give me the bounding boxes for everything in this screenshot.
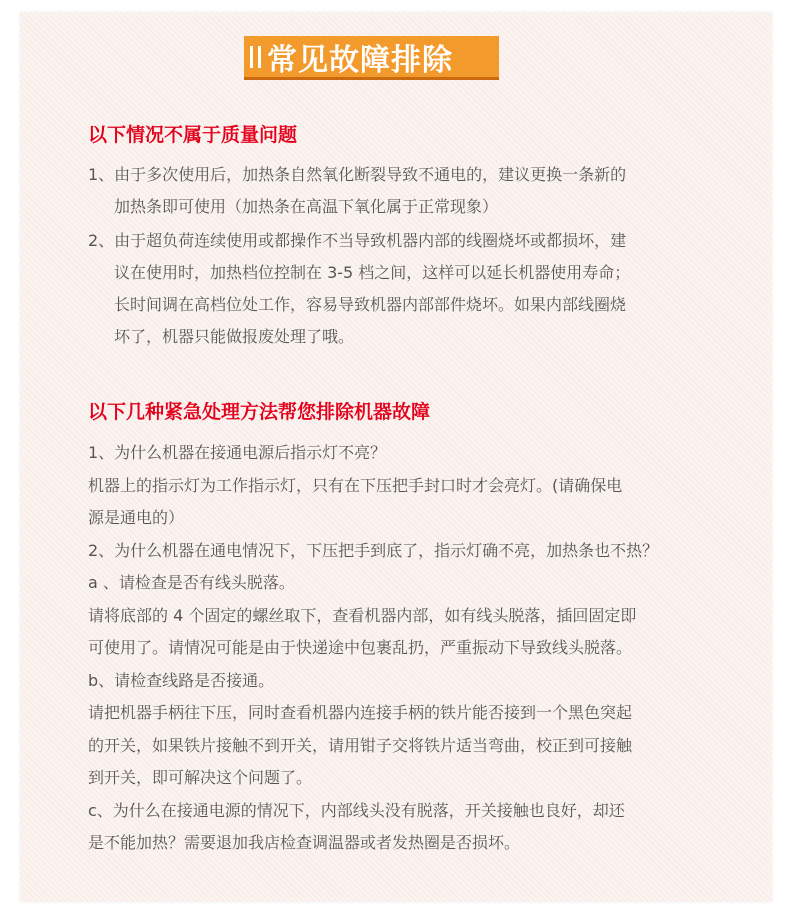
page-title: 常见故障排除	[267, 42, 453, 78]
section2-line: 可使用了。请情况可能是由于快递途中包裹乱扔，严重振动下导致线头脱落。	[88, 638, 633, 657]
banner-bars-icon	[250, 46, 261, 68]
section1-line: 坏了，机器只能做报废处理了哦。	[114, 327, 355, 346]
section2-line: 1、为什么机器在接通电源后指示灯不亮？	[88, 443, 387, 462]
section1-line: 加热条即可使用（加热条在高温下氧化属于正常现象）	[114, 197, 499, 216]
section2-line: a 、请检查是否有线头脱落。	[88, 573, 295, 592]
section2-line: 到开关，即可解决这个问题了。	[88, 768, 313, 787]
section1-line: 2、由于超负荷连续使用或都操作不当导致机器内部的线圈烧坏或都损坏，建	[88, 231, 627, 250]
section2-line: 的开关，如果铁片接触不到开关，请用钳子交将铁片适当弯曲，校正到可接触	[88, 736, 633, 755]
section1-line: 长时间调在高档位处工作，容易导致机器内部部件烧坏。如果内部线圈烧	[114, 295, 627, 314]
section2-line: b、请检查线路是否接通。	[88, 671, 275, 690]
section2-heading: 以下几种紧急处理方法帮您排除机器故障	[88, 401, 431, 423]
section1-line: 1、由于多次使用后，加热条自然氧化断裂导致不通电的，建议更换一条新的	[88, 165, 627, 184]
section2-line: 源是通电的）	[88, 508, 185, 527]
section1-heading: 以下情况不属于质量问题	[88, 124, 298, 146]
section2-line: c、为什么在接通电源的情况下，内部线头没有脱落，开关接触也良好，却还	[88, 801, 625, 820]
section1-line: 议在使用时，加热档位控制在 3-5 档之间，这样可以延长机器使用寿命；	[114, 263, 631, 282]
section2-line: 请把机器手柄往下压，同时查看机器内连接手柄的铁片能否接到一个黑色突起	[88, 703, 633, 722]
section2-line: 请将底部的 4 个固定的螺丝取下，查看机器内部，如有线头脱落，插回固定即	[88, 606, 637, 625]
section2-line: 机器上的指示灯为工作指示灯，只有在下压把手封口时才会亮灯。(请确保电	[88, 476, 623, 495]
section2-line: 2、为什么机器在通电情况下，下压把手到底了，指示灯确不亮，加热条也不热？	[88, 541, 659, 560]
title-banner	[244, 36, 499, 80]
section2-line: 是不能加热？需要退加我店检查调温器或者发热圈是否损坏。	[88, 833, 521, 852]
